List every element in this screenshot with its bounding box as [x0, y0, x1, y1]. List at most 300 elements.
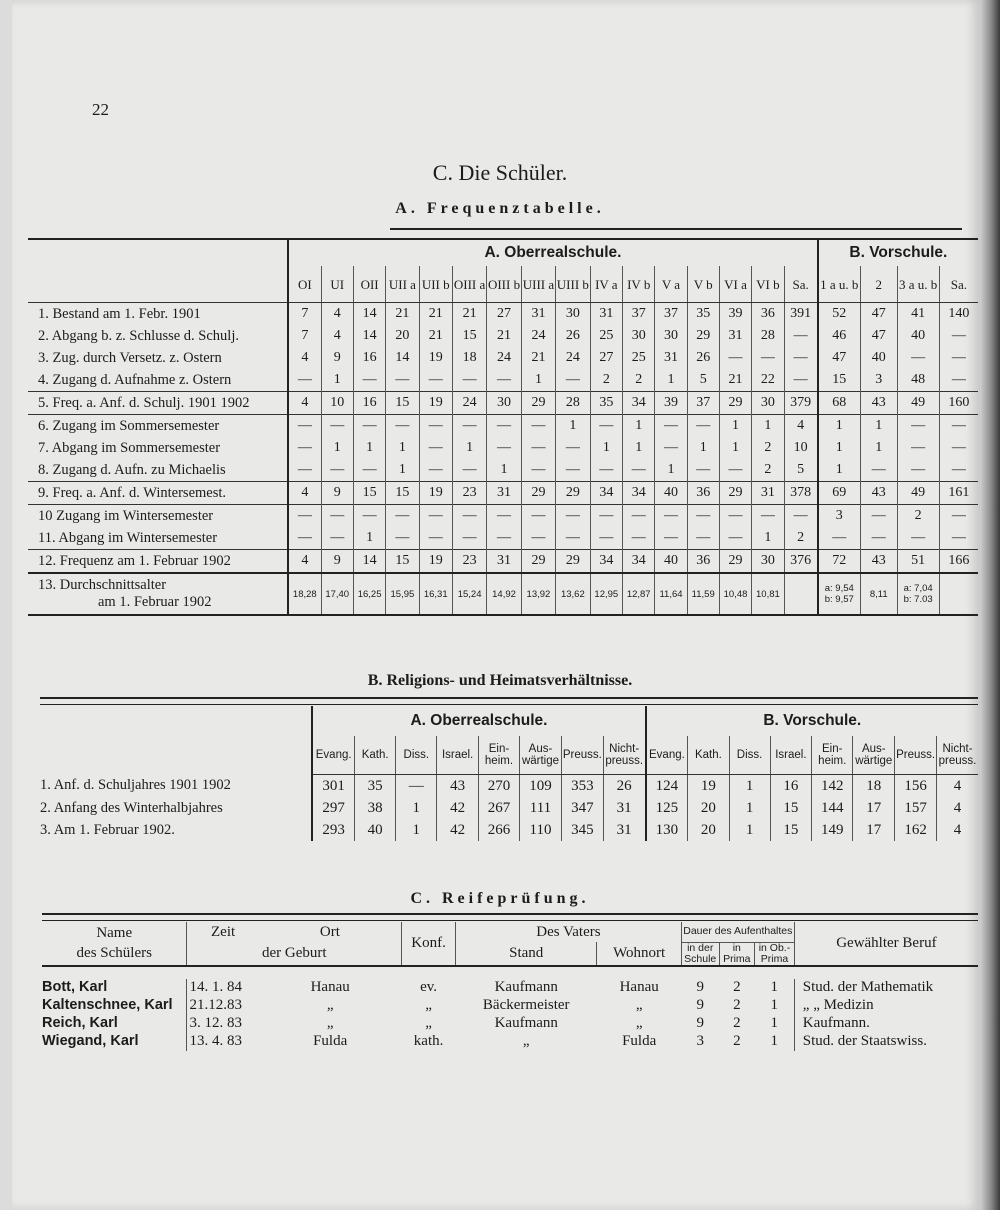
cell: 21 — [452, 303, 486, 326]
cell: 267 — [478, 797, 519, 819]
cell-vorschule: — — [897, 437, 939, 459]
rule — [40, 697, 978, 699]
konf-header: Konf. — [402, 922, 456, 966]
exam-table — [42, 922, 978, 1051]
cell: 24 — [556, 347, 591, 369]
cell: 1 — [655, 369, 687, 392]
cell-average: 13,92 — [521, 573, 555, 615]
cell: — — [752, 347, 784, 369]
cell: 1 — [719, 437, 751, 459]
cell: 20 — [688, 819, 729, 841]
cell: 2 — [752, 459, 784, 482]
cell-average: 15,95 — [386, 573, 419, 615]
cell: 4 — [288, 482, 321, 505]
cell: — — [521, 437, 555, 459]
cell-vorschule: — — [860, 459, 897, 482]
cell-vorschule: 40 — [860, 347, 897, 369]
cell: 27 — [590, 347, 622, 369]
cell-vorschule: 49 — [897, 392, 939, 415]
cell: 30 — [752, 392, 784, 415]
cell-vorschule: — — [818, 527, 861, 550]
column-header — [603, 736, 645, 775]
cell: 376 — [784, 550, 818, 574]
cell-average-vorschule — [818, 573, 861, 615]
group-header-oberrealschule: A. Oberrealschule. — [312, 706, 645, 736]
cell: 1 — [321, 437, 353, 459]
table-row — [28, 505, 978, 528]
cell: 1 — [752, 527, 784, 550]
column-header-line1: Aus- wärtige — [855, 743, 893, 767]
cell: — — [719, 505, 751, 528]
cell: 36 — [752, 303, 784, 326]
cell: — — [590, 415, 622, 438]
cell: 34 — [590, 482, 622, 505]
years-school: 9 — [696, 1015, 704, 1031]
cell: 29 — [719, 392, 751, 415]
cell: 2 — [590, 369, 622, 392]
cell: 1 — [556, 415, 591, 438]
column-header — [812, 736, 853, 775]
column-header-line1: Aus- wärtige — [521, 743, 560, 767]
cell: 22 — [752, 369, 784, 392]
cell: 378 — [784, 482, 818, 505]
father-residence: Fulda — [622, 1033, 657, 1049]
cell: 39 — [655, 392, 687, 415]
table-row — [28, 369, 978, 392]
cell-average: 18,28 — [288, 573, 321, 615]
cell: 1 — [623, 437, 655, 459]
cell: 31 — [752, 482, 784, 505]
birth-place: Fulda — [313, 1033, 348, 1049]
cell-average-vorschule — [897, 573, 939, 615]
cell-vorschule: — — [951, 462, 966, 477]
cell-vorschule: 1 — [818, 459, 861, 482]
cell: 29 — [719, 550, 751, 574]
cell: 40 — [655, 550, 687, 574]
chosen-profession: Stud. der Mathematik — [794, 979, 978, 997]
label-header — [28, 240, 288, 303]
table-row — [28, 459, 978, 482]
cell: 26 — [603, 775, 645, 798]
cell: 29 — [521, 550, 555, 574]
cell-vorschule: 43 — [860, 392, 897, 415]
cell: — — [556, 505, 591, 528]
cell: — — [521, 527, 555, 550]
table-row — [28, 392, 978, 415]
cell: 36 — [687, 482, 719, 505]
cell: 30 — [655, 325, 687, 347]
column-header: OIII a — [452, 266, 486, 303]
cell: — — [556, 527, 591, 550]
cell: — — [590, 527, 622, 550]
cell: — — [719, 459, 751, 482]
column-header: Diss. — [729, 736, 770, 775]
cell: 29 — [687, 325, 719, 347]
column-header: Israel. — [437, 736, 478, 775]
cell: 1 — [487, 459, 522, 482]
birth-date: 3. 12. 83 — [187, 1015, 259, 1033]
cell: 34 — [623, 482, 655, 505]
cell: — — [288, 415, 321, 438]
column-header: Evang. — [312, 736, 354, 775]
table-row-average — [28, 573, 978, 615]
cell: 14 — [353, 303, 385, 326]
column-header-line1: Nicht- preuss. — [605, 743, 644, 767]
cell: 9 — [321, 347, 353, 369]
wohnort-header: Wohnort — [597, 942, 681, 966]
cell: 20 — [688, 797, 729, 819]
cell-vorschule: — — [951, 530, 966, 545]
cell: 19 — [688, 775, 729, 798]
cell: — — [321, 505, 353, 528]
cell: — — [752, 505, 784, 528]
cell-average: 14,92 — [487, 573, 522, 615]
cell: — — [288, 459, 321, 482]
cell-vorschule: 1 — [860, 415, 897, 438]
cell: 111 — [520, 797, 562, 819]
cell: 1 — [655, 459, 687, 482]
cell: 26 — [556, 325, 591, 347]
cell: — — [321, 415, 353, 438]
column-header-vorschule: 1 a u. b — [818, 266, 861, 303]
row-label-average — [28, 573, 288, 615]
column-header — [478, 736, 519, 775]
cell: — — [655, 437, 687, 459]
cell: — — [687, 527, 719, 550]
cell: 19 — [419, 482, 452, 505]
dauer-header: Dauer des Aufenthaltes — [681, 922, 794, 942]
column-header: OIII b — [487, 266, 522, 303]
cell-average: 10,81 — [752, 573, 784, 615]
cell: 1 — [396, 819, 437, 841]
cell-vorschule: 1 — [860, 437, 897, 459]
cell: 345 — [561, 819, 603, 841]
row-label: 12. Frequenz am 1. Februar 1902 — [28, 550, 288, 574]
group-header-vorschule: B. Vorschule. — [763, 712, 862, 729]
cell: 4 — [953, 821, 962, 838]
cell-vorschule: 47 — [860, 325, 897, 347]
cell: 270 — [478, 775, 519, 798]
cell-vorschule: 40 — [897, 325, 939, 347]
column-header-line1: Ein- heim. — [818, 743, 847, 767]
cell: 31 — [590, 303, 622, 326]
table-row — [40, 797, 978, 819]
cell: 1 — [719, 415, 751, 438]
cell: — — [556, 459, 591, 482]
cell-average: 12,95 — [590, 573, 622, 615]
cell-vorschule: 161 — [939, 482, 978, 505]
cell: 110 — [520, 819, 562, 841]
cell: 24 — [487, 347, 522, 369]
column-header: OI — [288, 266, 321, 303]
row-label: 3. Am 1. Februar 1902. — [40, 819, 312, 841]
cell: 21 — [521, 347, 555, 369]
father-occupation: „ — [522, 1033, 530, 1049]
cell: 125 — [646, 797, 688, 819]
cell: 156 — [895, 775, 937, 798]
column-header: UIII a — [521, 266, 555, 303]
cell: 1 — [521, 369, 555, 392]
cell-vorschule: 41 — [897, 303, 939, 326]
cell: 28 — [556, 392, 591, 415]
cell: — — [419, 527, 452, 550]
cell: 15 — [353, 482, 385, 505]
cell: 24 — [452, 392, 486, 415]
cell-vorschule: — — [860, 527, 897, 550]
cell: 15 — [386, 392, 419, 415]
cell: 266 — [478, 819, 519, 841]
cell: 7 — [288, 303, 321, 326]
cell: 1 — [729, 775, 770, 798]
cell: — — [386, 505, 419, 528]
cell-average: 13,62 — [556, 573, 591, 615]
cell: 37 — [687, 392, 719, 415]
cell: — — [623, 459, 655, 482]
cell: 29 — [719, 482, 751, 505]
cell: — — [521, 505, 555, 528]
cell-vorschule: — — [951, 372, 966, 387]
cell: 29 — [556, 550, 591, 574]
table-row — [42, 997, 978, 1015]
cell: 142 — [812, 775, 853, 798]
cell: 21 — [386, 303, 419, 326]
cell: 19 — [419, 347, 452, 369]
cell: — — [719, 527, 751, 550]
cell-average: 11,64 — [655, 573, 687, 615]
avg-v3-b: b: 7.03 — [903, 594, 933, 605]
cell: 15 — [386, 550, 419, 574]
cell: — — [687, 505, 719, 528]
cell: 2 — [752, 437, 784, 459]
years-obprima: 1 — [770, 979, 778, 995]
years-prima: 2 — [733, 1015, 741, 1031]
cell: 18 — [452, 347, 486, 369]
cell-vorschule: 47 — [860, 303, 897, 326]
cell: 29 — [521, 392, 555, 415]
avg-v1-b: b: 9,57 — [824, 594, 854, 605]
cell: — — [655, 415, 687, 438]
cell: — — [784, 369, 818, 392]
cell: — — [452, 369, 486, 392]
cell-vorschule: — — [951, 328, 966, 343]
cell-average: 16,25 — [353, 573, 385, 615]
group-header-oberrealschule: A. Oberrealschule. — [288, 240, 818, 266]
cell-vorschule: — — [897, 415, 939, 438]
row-label: 6. Zugang im Sommersemester — [28, 415, 288, 438]
column-header — [853, 736, 895, 775]
cell: — — [521, 459, 555, 482]
cell-average: 15,24 — [452, 573, 486, 615]
cell: 4 — [321, 303, 353, 326]
cell-average: 16,31 — [419, 573, 452, 615]
column-header-line1: Nicht- preuss. — [938, 743, 977, 767]
cell: — — [419, 437, 452, 459]
cell: 162 — [895, 819, 937, 841]
cell: — — [487, 527, 522, 550]
cell: 293 — [312, 819, 354, 841]
birth-date: 13. 4. 83 — [187, 1033, 259, 1051]
cell: — — [353, 459, 385, 482]
cell-vorschule: 1 — [818, 437, 861, 459]
cell: 31 — [719, 325, 751, 347]
row-label: 2. Anfang des Winterhalbjahres — [40, 797, 312, 819]
cell-vorschule: 68 — [818, 392, 861, 415]
birth-place: „ — [326, 997, 334, 1013]
cell: 21 — [487, 325, 522, 347]
cell: 24 — [521, 325, 555, 347]
cell-vorschule: 15 — [818, 369, 861, 392]
cell-vorschule: 69 — [818, 482, 861, 505]
obprima-header: in Ob.-Prima — [755, 942, 795, 966]
years-school: 9 — [696, 997, 704, 1013]
section-c-title: C. Reifeprüfung. — [410, 890, 590, 907]
average-label-line1: 13. Durchschnittsalter — [38, 577, 167, 593]
table-row — [28, 482, 978, 505]
cell: 5 — [687, 369, 719, 392]
zeit-header: Zeit — [211, 923, 236, 940]
cell: 130 — [646, 819, 688, 841]
label-header — [40, 706, 312, 775]
cell: 23 — [452, 550, 486, 574]
cell: 14 — [353, 325, 385, 347]
column-header: V a — [655, 266, 687, 303]
rule — [390, 228, 962, 230]
column-header-line1: Ein- heim. — [484, 743, 514, 767]
cell: — — [419, 415, 452, 438]
cell: 21 — [719, 369, 751, 392]
cell-vorschule: 43 — [860, 482, 897, 505]
cell: 29 — [521, 482, 555, 505]
cell: 31 — [487, 550, 522, 574]
cell: — — [419, 459, 452, 482]
row-label: 2. Abgang b. z. Schlusse d. Schulj. — [28, 325, 288, 347]
cell: — — [487, 415, 522, 438]
cell: — — [556, 369, 591, 392]
cell-vorschule: 43 — [860, 550, 897, 574]
cell-average — [784, 573, 818, 615]
cell-vorschule: 3 — [860, 369, 897, 392]
column-header: UIII b — [556, 266, 591, 303]
table-row — [42, 1033, 978, 1051]
cell: 347 — [561, 797, 603, 819]
ort-header: Ort — [259, 922, 402, 942]
cell-vorschule: 166 — [939, 550, 978, 574]
cell: — — [590, 505, 622, 528]
row-label: 10 Zugang im Wintersemester — [28, 505, 288, 528]
row-label: 3. Zug. durch Versetz. z. Ostern — [28, 347, 288, 369]
row-label: 8. Zugang d. Aufn. zu Michaelis — [28, 459, 288, 482]
prima-header: in Prima — [719, 942, 755, 966]
cell: 14 — [353, 550, 385, 574]
cell-vorschule: 49 — [897, 482, 939, 505]
cell: — — [452, 415, 486, 438]
cell-vorschule: — — [860, 505, 897, 528]
column-header: IV b — [623, 266, 655, 303]
cell-vorschule: — — [939, 415, 978, 438]
cell: 23 — [452, 482, 486, 505]
schule-header: in der Schule — [681, 942, 719, 966]
father-residence: „ — [635, 997, 643, 1013]
column-header: Sa. — [784, 266, 818, 303]
cell: 1 — [386, 437, 419, 459]
cell: — — [556, 437, 591, 459]
cell: — — [396, 775, 437, 798]
cell-average: 11,59 — [687, 573, 719, 615]
cell: 34 — [590, 550, 622, 574]
cell-vorschule: 140 — [939, 303, 978, 326]
column-header-vorschule: 2 — [860, 266, 897, 303]
column-header: IV a — [590, 266, 622, 303]
cell: — — [353, 505, 385, 528]
column-header-vorschule: 3 a u. b — [897, 266, 939, 303]
cell: 9 — [321, 550, 353, 574]
cell: 30 — [752, 550, 784, 574]
cell: 301 — [312, 775, 354, 798]
cell: — — [487, 505, 522, 528]
cell: 27 — [487, 303, 522, 326]
cell: 4 — [784, 415, 818, 438]
cell: 15 — [452, 325, 486, 347]
cell-vorschule: 48 — [897, 369, 939, 392]
birth-place: „ — [326, 1015, 334, 1031]
cell: — — [452, 527, 486, 550]
cell: 2 — [784, 527, 818, 550]
column-header-vorschule: Sa. — [939, 266, 978, 303]
cell: — — [655, 505, 687, 528]
column-header: V b — [687, 266, 719, 303]
row-label: 7. Abgang im Sommersemester — [28, 437, 288, 459]
avg-v3-a: a: 7,04 — [903, 583, 933, 594]
geburt-header: der Geburt — [187, 942, 402, 966]
cell: 15 — [770, 819, 811, 841]
cell: 1 — [386, 459, 419, 482]
cell: 42 — [437, 819, 478, 841]
cell: 39 — [719, 303, 751, 326]
chosen-profession: „ „ Medizin — [794, 997, 978, 1015]
cell-average: 12,87 — [623, 573, 655, 615]
cell: 36 — [687, 550, 719, 574]
column-header: Kath. — [355, 736, 396, 775]
cell-vorschule: 3 — [818, 505, 861, 528]
cell: 43 — [437, 775, 478, 798]
cell: 35 — [355, 775, 396, 798]
cell-average: 17,40 — [321, 573, 353, 615]
cell-vorschule: 2 — [897, 505, 939, 528]
cell: 1 — [353, 527, 385, 550]
cell: — — [353, 369, 385, 392]
cell: — — [419, 505, 452, 528]
religion-table — [40, 706, 978, 841]
cell: 26 — [687, 347, 719, 369]
column-header: Preuss. — [561, 736, 603, 775]
name-header — [42, 922, 187, 966]
column-header: Israel. — [770, 736, 811, 775]
student-name: Reich, Karl — [42, 1015, 118, 1031]
cell: — — [784, 347, 818, 369]
cell: 1 — [353, 437, 385, 459]
cell: 1 — [396, 797, 437, 819]
row-label: 4. Zugang d. Aufnahme z. Ostern — [28, 369, 288, 392]
column-header: OII — [353, 266, 385, 303]
confession: „ — [425, 997, 432, 1013]
cell: — — [487, 369, 522, 392]
cell: 19 — [419, 392, 452, 415]
section-b-title: B. Religions- und Heimatsverhältnisse. — [367, 672, 633, 689]
cell-vorschule: 51 — [897, 550, 939, 574]
cell: 21 — [419, 303, 452, 326]
cell: 1 — [729, 819, 770, 841]
cell-vorschule: 46 — [818, 325, 861, 347]
